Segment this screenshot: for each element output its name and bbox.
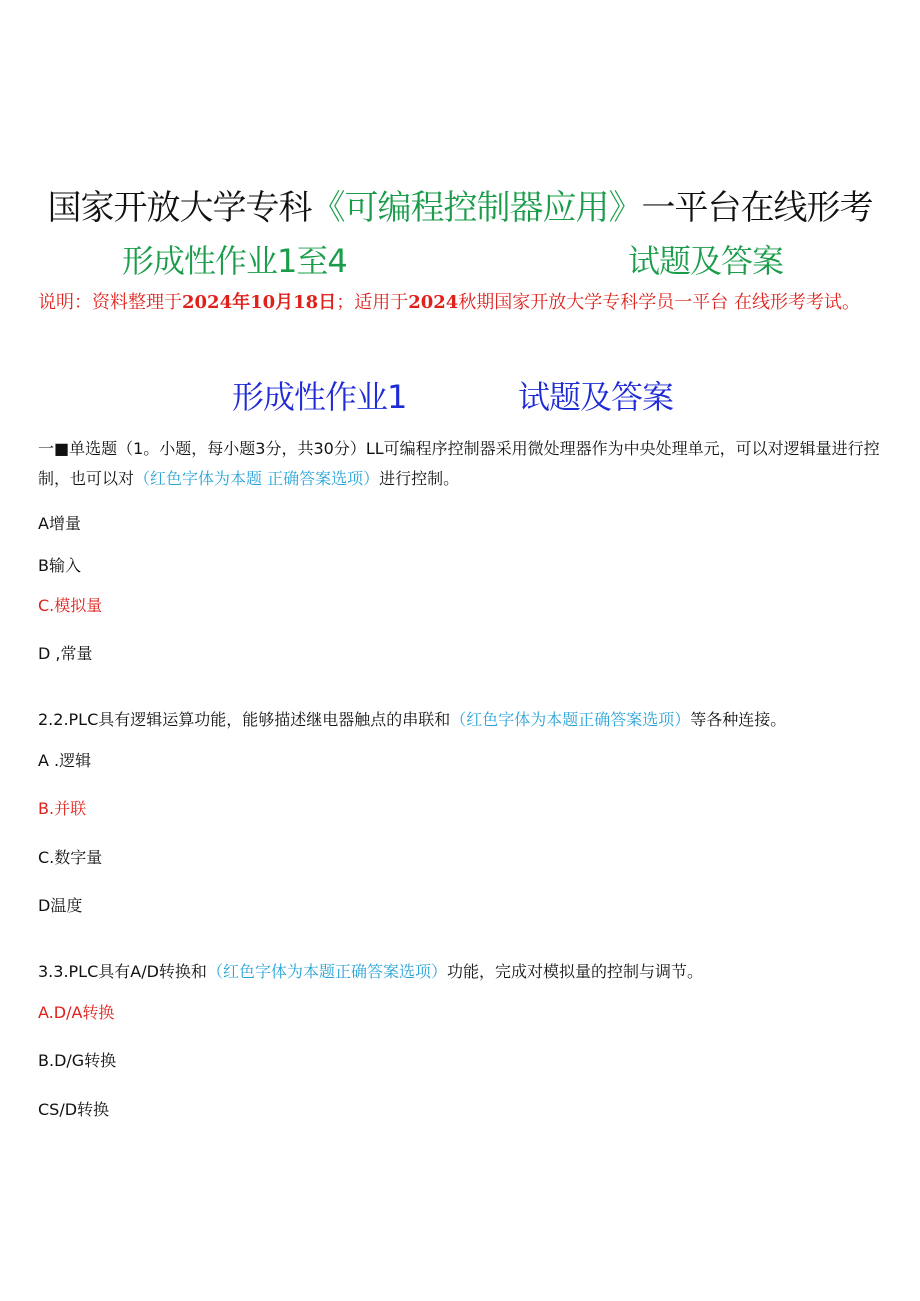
question-1-option-c-correct: C.模拟量: [38, 596, 103, 615]
question-2-option-c: C.数字量: [38, 848, 103, 867]
subtitle-right: 试题及答案: [628, 242, 784, 280]
question-3-prefix: 3.3.PLC具有A/D转换和: [38, 962, 207, 981]
title-suffix: 一平台在线形考: [641, 188, 873, 228]
question-1-text: [38, 434, 883, 494]
question-3-suffix: 功能，完成对模拟量的控制与调节。: [446, 962, 703, 981]
note-part-2: ；适用于: [336, 292, 409, 313]
note-date: 2024年10月18日: [182, 292, 337, 313]
question-3-option-a-correct: A.D/A转换: [38, 1003, 115, 1022]
question-1-option-d: D ,常量: [38, 644, 93, 663]
title-course: 《可编程控制器应用》: [311, 188, 642, 228]
question-3-option-b: B.D/G转换: [38, 1051, 117, 1070]
document-title: [0, 180, 920, 229]
answer-hint: （红色字体为本题正确答案选项）: [206, 962, 447, 981]
question-1-option-a: A增量: [38, 514, 81, 533]
section-title-right: 试题及答案: [518, 378, 674, 416]
question-2-option-d: D温度: [38, 896, 83, 915]
note-part-1: 说明：资料整理于: [38, 292, 182, 313]
question-2-suffix: 等各种连接。: [690, 710, 787, 729]
question-2-prefix: 2.2.PLC具有逻辑运算功能，能够描述继电器触点的串联和: [38, 710, 451, 729]
note-part-3: 秋期国家开放大学专科学员一平台 在线形考考试。: [458, 292, 861, 313]
note-term: 2024: [408, 292, 459, 313]
answer-hint: （红色字体为本题正确答案选项）: [450, 710, 691, 729]
question-1-prefix: 一■单选题（1。小题，每小题3分，共30分）LL可编程序控制器采用微处理器作为中央处理单元，可以对逻辑量进行控制，也可以对: [38, 439, 880, 488]
question-3-text: [38, 957, 883, 987]
question-3-option-c: CS/D转换: [38, 1100, 110, 1119]
question-2-option-b-correct: B.并联: [38, 799, 87, 818]
section-title-left: 形成性作业1: [232, 378, 407, 416]
subtitle-left: 形成性作业1至4: [122, 242, 347, 280]
note-paragraph: [38, 286, 888, 320]
question-2-text: [38, 705, 883, 735]
question-1-suffix: 进行控制。: [379, 469, 460, 488]
title-prefix: 国家开放大学专科: [47, 188, 312, 228]
answer-hint: （红色字体为本题 正确答案选项）: [134, 469, 380, 488]
question-1-option-b: B输入: [38, 556, 81, 575]
question-2-option-a: A .逻辑: [38, 751, 92, 770]
